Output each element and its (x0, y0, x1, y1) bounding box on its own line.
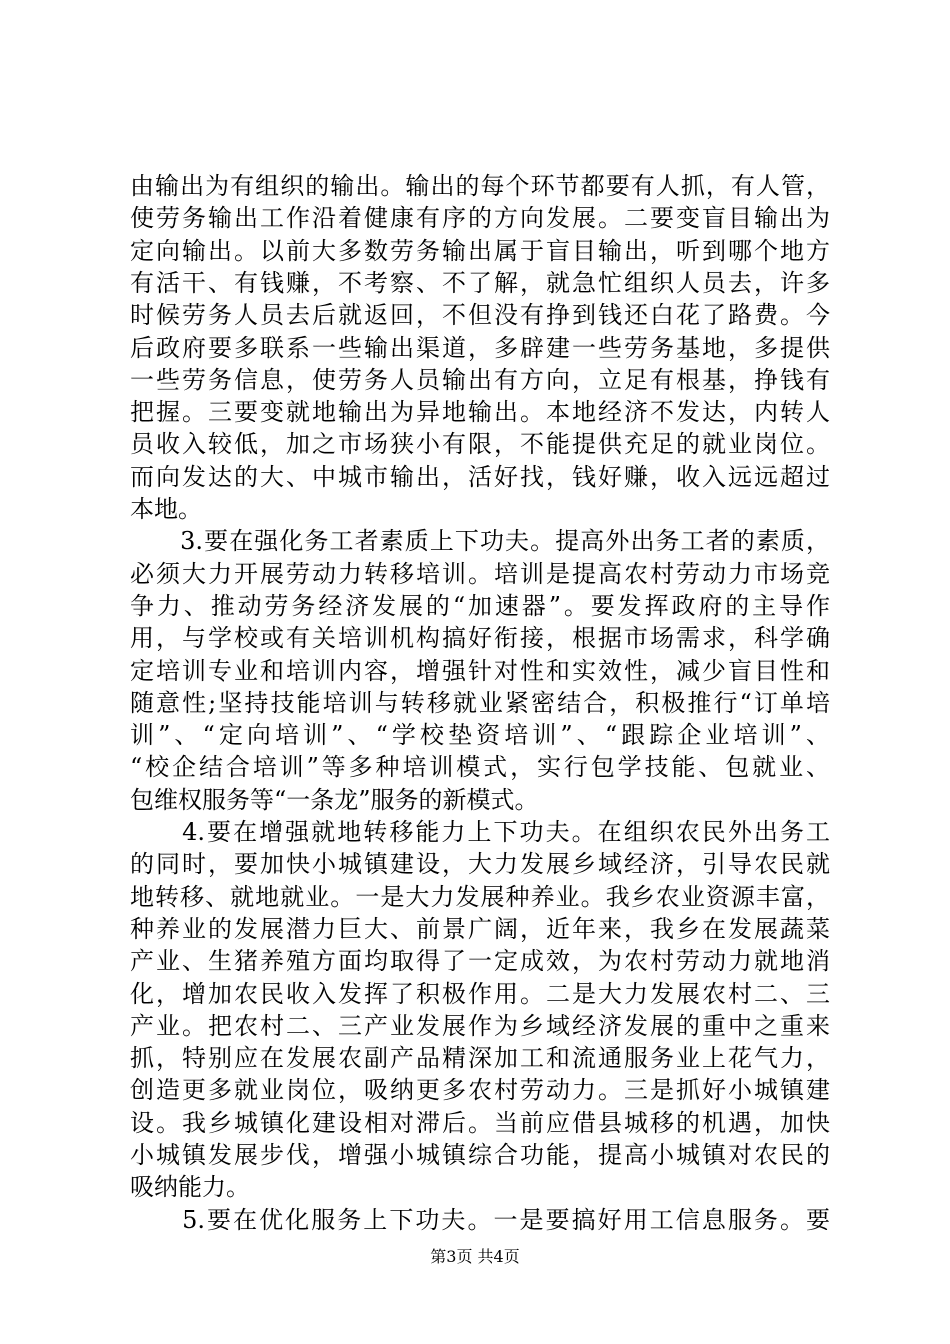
text-line: 吸纳能力。 (130, 1173, 250, 1202)
text-line: 的同时，要加快小城镇建设，大力发展乡域经济，引导农民就 (130, 850, 830, 879)
text-line: 定培训专业和培训内容，增强针对性和实效性，减少盲目性和 (130, 656, 830, 685)
text-line: 随意性;坚持技能培训与转移就业紧密结合，积极推行“订单培 (130, 688, 830, 717)
text-line: 争力、推动劳务经济发展的“加速器”。要发挥政府的主导作 (130, 591, 830, 620)
text-line: 3.要在强化务工者素质上下功夫。提高外出务工者的素质， (130, 527, 830, 556)
text-line: 抓，特别应在发展农副产品精深加工和流通服务业上花气力， (130, 1044, 830, 1073)
text-line: 一些劳务信息，使劳务人员输出有方向，立足有根基，挣钱有 (130, 365, 830, 394)
text-line: 必须大力开展劳动力转移培训。培训是提高农村劳动力市场竞 (130, 559, 830, 588)
text-line: 产业、生猪养殖方面均取得了一定成效，为农村劳动力就地消 (130, 947, 830, 976)
text-line: 时候劳务人员去后就返回，不但没有挣到钱还白花了路费。今 (130, 301, 830, 330)
text-line: 5.要在优化服务上下功夫。一是要搞好用工信息服务。要 (130, 1205, 830, 1234)
text-line: 用，与学校或有关培训机构搞好衔接，根据市场需求，科学确 (130, 624, 830, 653)
text-line: 有活干、有钱赚，不考察、不了解，就急忙组织人员去，许多 (130, 268, 830, 297)
text-line: 设。我乡城镇化建设相对滞后。当前应借县城移的机遇，加快 (130, 1108, 830, 1137)
text-line: 化，增加农民收入发挥了积极作用。二是大力发展农村二、三 (130, 979, 830, 1008)
text-line: 种养业的发展潜力巨大、前景广阔，近年来，我乡在发展蔬菜 (130, 914, 830, 943)
text-line: 包维权服务等“一条龙”服务的新模式。 (130, 785, 539, 814)
text-line: 后政府要多联系一些输出渠道，多辟建一些劳务基地，多提供 (130, 333, 830, 362)
text-line: 创造更多就业岗位，吸纳更多农村劳动力。三是抓好小城镇建 (130, 1076, 830, 1105)
text-line: 定向输出。以前大多数劳务输出属于盲目输出，听到哪个地方 (130, 236, 830, 265)
text-line: 4.要在增强就地转移能力上下功夫。在组织农民外出务工 (130, 818, 830, 846)
text-line: 小城镇发展步伐，增强小城镇综合功能，提高小城镇对农民的 (130, 1141, 830, 1169)
text-line: 使劳务输出工作沿着健康有序的方向发展。二要变盲目输出为 (130, 204, 830, 233)
text-line: 地转移、就地就业。一是大力发展种养业。我乡农业资源丰富， (130, 882, 830, 911)
page-footer: 第3页 共4页 (430, 1247, 520, 1266)
text-line: 产业。把农村二、三产业发展作为乡域经济发展的重中之重来 (130, 1011, 830, 1040)
text-line: 而向发达的大、中城市输出，活好找，钱好赚，收入远远超过 (130, 462, 830, 491)
text-line: 训”、“定向培训”、“学校垫资培训”、“跟踪企业培训”、 (130, 721, 830, 750)
text-line: 把握。三要变就地输出为异地输出。本地经济不发达，内转人 (130, 398, 830, 427)
text-line: 员收入较低，加之市场狭小有限，不能提供充足的就业岗位。 (130, 430, 830, 459)
text-line: 由输出为有组织的输出。输出的每个环节都要有人抓，有人管， (130, 172, 830, 200)
text-line: “校企结合培训”等多种培训模式，实行包学技能、包就业、 (130, 753, 830, 782)
text-line: 本地。 (130, 495, 202, 523)
